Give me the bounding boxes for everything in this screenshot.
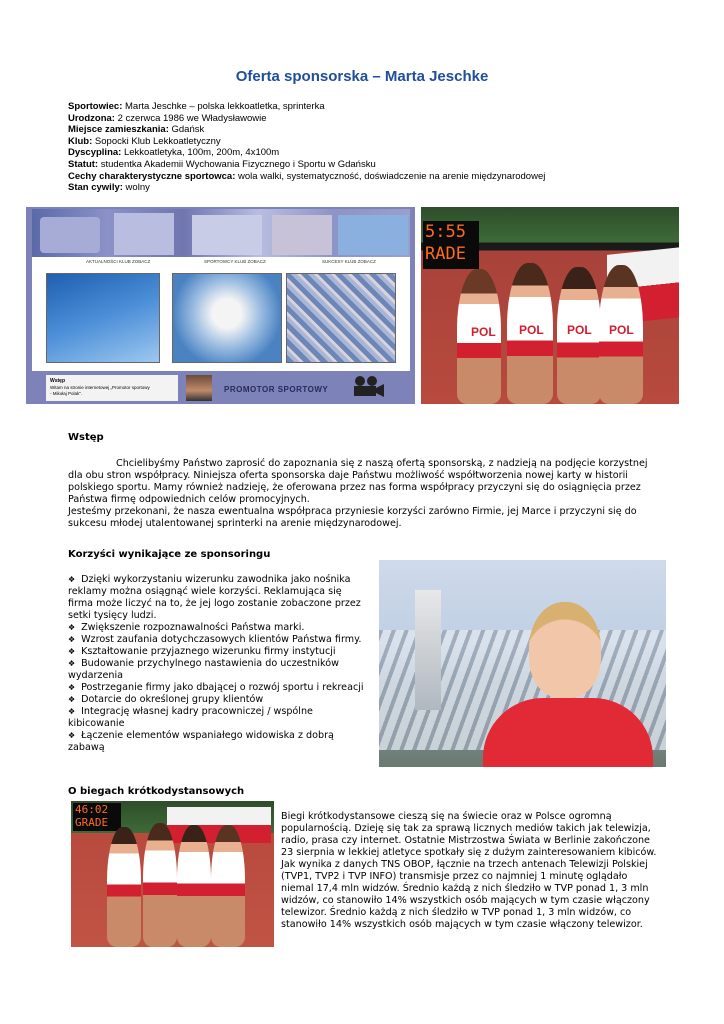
torch-tower [415, 590, 441, 710]
benefit-text: Dotarcie do określonej grupy klientów [81, 694, 264, 705]
profile-label: Statut: [68, 158, 99, 170]
profile-label: Stan cywily: [68, 182, 123, 194]
benefit-item [68, 622, 368, 634]
profile-line [68, 182, 668, 194]
website-nav-link-3[interactable]: SUKCESY KLUB ZOBACZ [322, 259, 376, 264]
diamond-bullet-icon: ❖ [68, 695, 76, 704]
page-title: Oferta sponsorska – Marta Jeschke [235, 68, 489, 85]
benefit-item [68, 682, 368, 694]
benefit-text: Postrzeganie firmy jako dbającej o rozwój sportu i rekreacji [81, 682, 364, 693]
profile-value: Gdańsk [168, 124, 205, 136]
website-screenshot [26, 207, 415, 404]
benefit-item [68, 706, 368, 730]
diamond-bullet-icon: ❖ [68, 635, 76, 644]
benefit-text: Kształtowanie przyjaznego wizerunku firmy instytucji [81, 646, 336, 657]
athlete-portrait-photo [379, 560, 666, 767]
profile-label: Miejsce zamieszkania: [68, 124, 169, 136]
athlete-1b [107, 827, 141, 947]
benefit-item [68, 634, 368, 646]
diamond-bullet-icon: ❖ [68, 623, 76, 632]
red-shirt [483, 698, 653, 767]
website-nav-link-2[interactable]: SPORTOWCY KLUB ZOBACZ [204, 259, 266, 264]
diamond-bullet-icon: ❖ [68, 575, 76, 584]
athlete-profile [68, 101, 668, 194]
promotor-logo-text: PROMOTOR SPORTOWY [224, 385, 329, 394]
diamond-bullet-icon: ❖ [68, 647, 76, 656]
benefit-text: Dzięki wykorzystaniu wizerunku zawodnika jako nośnika reklamy można osiągnąć wiele korzyści. Reklamująca się firma może liczyć na to, że jej logo zostanie zobaczone przez setki tysięcy ludzi. [68, 574, 361, 621]
profile-line [68, 101, 668, 113]
benefit-item [68, 646, 368, 658]
benefit-item [68, 658, 368, 682]
profile-value: studentka Akademii Wychowania Fizycznego i Sportu w Gdańsku [98, 158, 376, 170]
benefit-text: Integrację własnej kadry pracowniczej / wspólne kibicowanie [68, 706, 313, 729]
benefit-item [68, 730, 368, 754]
benefits-heading: Korzyści wynikające ze sponsoringu [68, 549, 271, 560]
profile-line [68, 147, 668, 159]
relay-celebration-photo [71, 801, 274, 947]
profile-value: Marta Jeschke – polska lekkoatletka, sprinterka [122, 101, 325, 112]
profile-label: Dyscyplina: [68, 147, 122, 159]
sprints-text: Biegi krótkodystansowe cieszą się na świecie oraz w Polsce ogromną popularnością. Dzieję się tak za sprawą licznych mediów takich jak telewizja, radio, prasa czy internet. Ostatnie Mistrzostwa Świata w Berlinie zakończone 23 sierpnia w lekkiej atletyce spotkały się z dużym zainteresowaniem kibiców. Jak wynika z danych TNS OBOP, łącznie na trzech antenach Telewizji Polskiej (TVP1, TVP2 i TVP INFO) transmisje przez co najmniej 1 minutę oglądało niemal 17,4 mln widzów. Średnio każdą z nich śledziło w TVP ponad 1, 3 mln widzów, co stanowiło 14% wszystkich osób mających w tym czasie włączony telewizor. Średnio każdą z nich śledziło w TVP ponad 1, 3 mln widzów, co stanowiło 14% wszystkich osób mających w tym czasie włączony telewizor. [281, 811, 657, 930]
diamond-bullet-icon: ❖ [68, 683, 76, 692]
profile-line [68, 171, 668, 183]
benefit-text: Zwiększenie rozpoznawalności Państwa marki. [81, 622, 305, 633]
sprints-heading: O biegach krótkodystansowych [68, 786, 245, 797]
portrait-thumbnail [186, 375, 212, 401]
profile-value: 2 czerwca 1986 we Władysławowie [114, 112, 267, 124]
athlete-circle-image [172, 273, 282, 363]
profile-label: Sportowiec: [68, 101, 123, 112]
profile-value: Lekkoatletyka, 100m, 200m, 4x100m [121, 147, 280, 159]
camera-icon [350, 375, 386, 399]
intro-heading: Wstęp [68, 432, 104, 443]
benefit-item [68, 574, 368, 622]
athlete-3b [177, 825, 211, 947]
website-header-banner [32, 209, 410, 257]
athlete-2b [143, 823, 177, 947]
profile-label: Urodzona: [68, 112, 115, 124]
scoreboard-2: 46:02 GRADE [73, 803, 121, 831]
scoreboard: 5:55 RADE [423, 221, 479, 269]
surfing-image [46, 273, 160, 363]
profile-label: Klub: [68, 135, 93, 147]
profile-label: Cechy charakterystyczne sportowca: [68, 170, 236, 182]
benefit-item [68, 694, 368, 706]
benefit-text: Budowanie przychylnego nastawienia do uczestników wydarzenia [68, 658, 339, 681]
diamond-bullet-icon: ❖ [68, 707, 76, 716]
profile-line [68, 159, 668, 171]
profile-value: Sopocki Klub Lekkoatletyczny [92, 135, 221, 147]
diamond-bullet-icon: ❖ [68, 731, 76, 740]
profile-line [68, 113, 668, 125]
profile-line [68, 136, 668, 148]
athlete-face [529, 602, 601, 698]
website-intro-box: Wstęp Witam na stronie internetowej „Promotor sportowy - Mikołaj Polak". [46, 375, 178, 401]
benefits-list [68, 574, 368, 754]
crowd-image [286, 273, 396, 363]
relay-team-photo: 5:55 RADE POL POL POL POL [421, 207, 679, 404]
profile-value: wola walki, systematyczność, doświadczenie na arenie międzynarodowej [235, 170, 546, 182]
athlete-4b [211, 825, 245, 947]
intro-text: Chcielibyśmy Państwo zaprosić do zapoznania się z naszą ofertą sponsorską, z nadzieją na podjęcie korzystnej dla obu stron współpracy. Niniejsza oferta sponsorska daje Państwu możliwość współtworzenia nowej karty w historii polskiego sportu. Mamy również nadzieję, że oferowana przez nas forma współpracy przyczyni się do osiągnięcia przez Państwa firmę odpowiednich celów promocyjnych. Jesteśmy przekonani, że nasza ewentualna współpraca przyniesie korzyści zarówno Firmie, jej Marce i przyczyni się do sukcesu młodej utalentowanej sprinterki na arenie międzynarodowej. [68, 458, 648, 529]
diamond-bullet-icon: ❖ [68, 659, 76, 668]
profile-line [68, 124, 668, 136]
benefit-text: Łączenie elementów wspaniałego widowiska z dobrą zabawą [68, 730, 334, 753]
benefit-text: Wzrost zaufania dotychczasowych klientów Państwa firmy. [81, 634, 362, 645]
website-nav-link-1[interactable]: AKTUALNOŚCI KLUB ZOBACZ [86, 259, 151, 264]
profile-value: wolny [122, 182, 150, 194]
